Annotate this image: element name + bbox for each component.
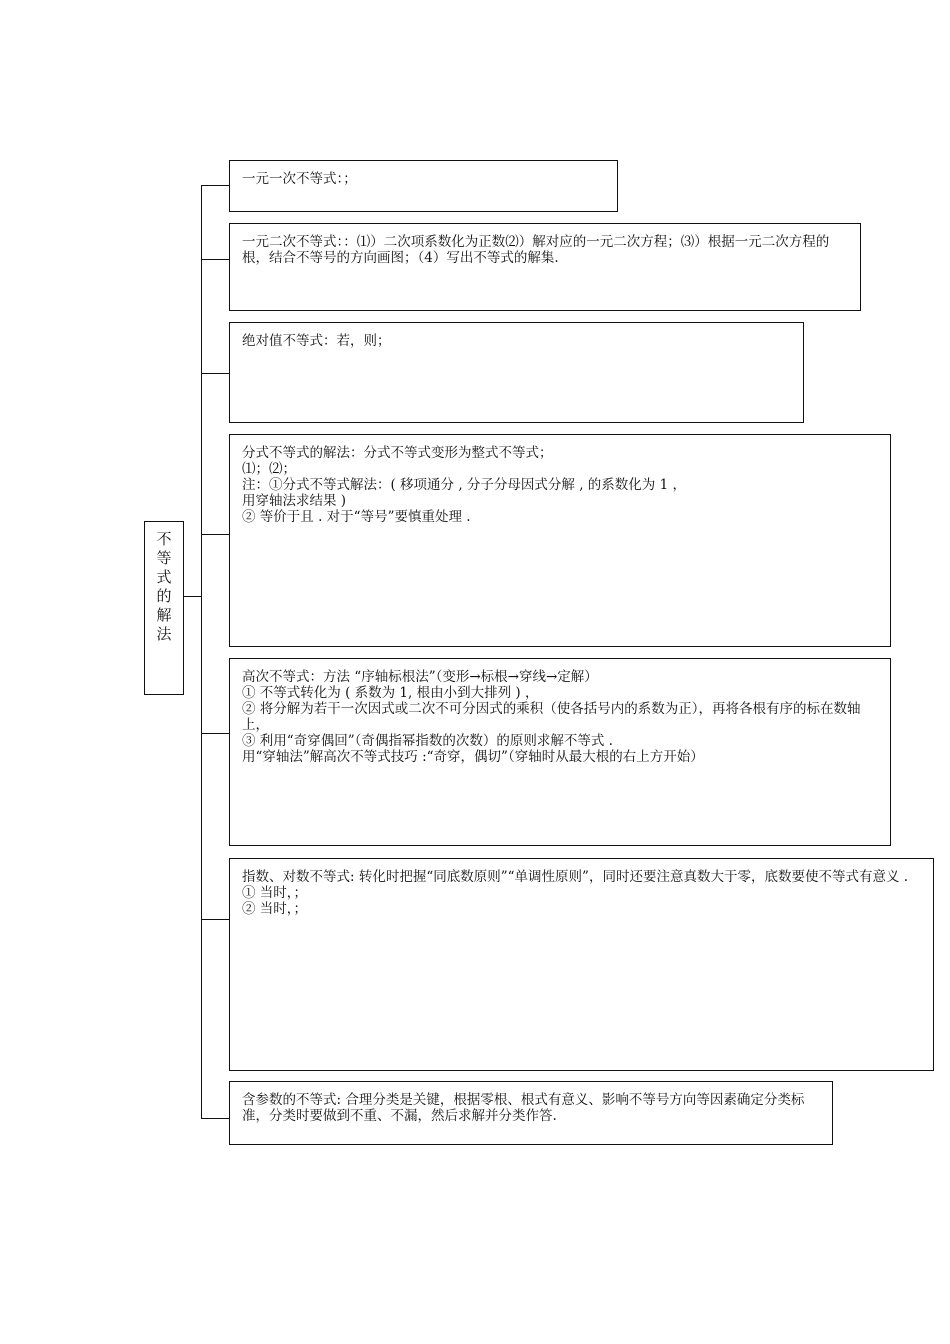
node-higher-degree-inequality — [229, 658, 891, 846]
branch-connector — [201, 1118, 230, 1119]
node-text: 分式不等式的解法：分式不等式变形为整式不等式； ⑴；⑵； 注：①分式不等式解法：( 移项通分 , 分子分母因式分解 , 的系数化为 1 ， 用穿轴法求结果 ) ② 等价于且 . 对于“等号”要慎重处理 . — [242, 445, 686, 525]
node-text: 一元二次不等式：：⑴）二次项系数化为正数⑵）解对应的一元二次方程；⑶）根据一元二次方程的根，结合不等号的方向画图；（4）写出不等式的解集. — [242, 234, 830, 266]
node-linear-inequality — [229, 160, 618, 212]
node-quadratic-inequality — [229, 223, 861, 311]
node-parametric-inequality — [229, 1081, 833, 1145]
branch-connector — [201, 185, 230, 186]
node-text: 高次不等式：方法 “序轴标根法”（变形→标根→穿线→定解） ① 不等式转化为 ( 系数为 1, 根由小到大排列 ) ， ② 将分解为若干一次因式或二次不可分因式的乘积（使各括号内的系数为正），再将各根有序的标在数轴上， ③ 利用“奇穿偶回”（奇偶指幂指数的次数）的原则求解不等式 . 用“穿轴法”解高次不等式技巧 :“奇穿，偶切”（穿轴时从最大根的右上方开始） — [242, 669, 861, 765]
root-node — [144, 521, 184, 695]
root-label: 不 等 式 的 解 法 — [156, 530, 172, 643]
trunk-line — [201, 185, 202, 1119]
node-text: 一元一次不等式：； — [242, 171, 357, 187]
node-absolute-value-inequality — [229, 322, 804, 423]
branch-connector — [201, 373, 230, 374]
node-text: 指数、对数不等式: 转化时把握“同底数原则”“单调性原则”，同时还要注意真数大于零，底数要使不等式有意义 . ① 当时，； ② 当时，； — [242, 869, 909, 917]
branch-connector — [201, 919, 230, 920]
node-text: 含参数的不等式: 合理分类是关键，根据零根、根式有意义、影响不等号方向等因素确定分类标准，分类时要做到不重、不漏，然后求解并分类作答. — [242, 1092, 805, 1124]
branch-connector — [201, 259, 230, 260]
node-text: 绝对值不等式：若，则； — [242, 333, 391, 349]
branch-connector — [201, 733, 230, 734]
node-fractional-inequality — [229, 434, 891, 647]
branch-connector — [201, 534, 230, 535]
node-exponential-logarithmic-inequality — [229, 858, 934, 1071]
root-connector — [184, 596, 202, 597]
